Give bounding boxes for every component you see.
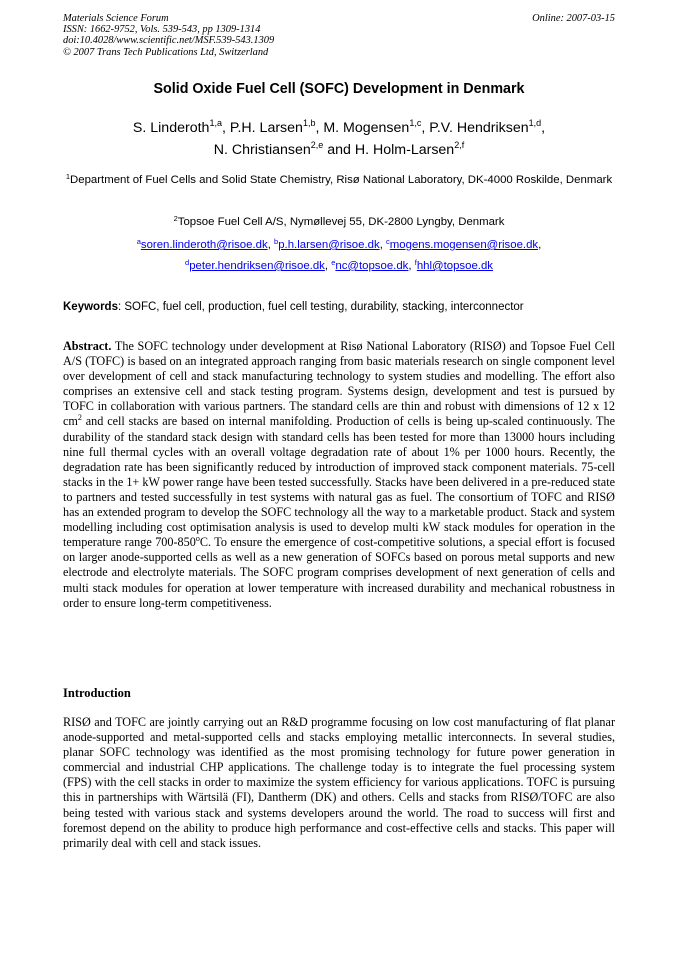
email-link[interactable]: soren.linderoth@risoe.dk [140, 239, 268, 251]
author-affil-mark: 1,a [209, 118, 222, 128]
abstract-label: Abstract. [63, 339, 112, 353]
journal-header [63, 13, 274, 58]
abstract-superscript: 2 [77, 413, 82, 423]
author-affil-mark: 1,d [528, 118, 542, 128]
email-mark: a [136, 237, 141, 246]
email-sep: , [408, 260, 415, 272]
email-mark: f [414, 258, 417, 267]
online-date: Online: 2007-03-15 [532, 13, 615, 24]
keywords-text: : SOFC, fuel cell, production, fuel cell testing, durability, stacking, interconnector [117, 301, 524, 313]
author-sep: , [221, 120, 230, 136]
email-sep: , [267, 239, 275, 251]
author-name: P.H. Larsen [229, 120, 303, 136]
affiliation-text: Topsoe Fuel Cell A/S, Nymøllevej 55, DK-2800 Lyngby, Denmark [177, 216, 505, 228]
section-heading-introduction: Introduction [63, 686, 131, 700]
email-mark: b [274, 237, 279, 246]
keywords-label: Keywords [63, 301, 118, 313]
affiliation-mark: 2 [173, 214, 178, 223]
email-mark: c [386, 237, 390, 246]
email-link[interactable]: hhl@topsoe.dk [416, 260, 493, 272]
abstract-text: C. To ensure the emergence of cost-competitive solutions, a special effort is focused on larger anode-supported cells as well as a new generation of SOFCs based on porous metal supports and new electrode and electrolyte materials. The SOFC program comprises development of next generation of cells and multi stack modules for operation at lower temperature with increased durability and mechanical robustness in order to ensure long-term competitiveness. [63, 535, 615, 610]
keywords [63, 300, 615, 314]
email-sep: , [324, 260, 332, 272]
email-link[interactable]: p.h.larsen@risoe.dk [278, 239, 380, 251]
abstract-superscript: o [195, 534, 200, 544]
email-link[interactable]: mogens.mogensen@risoe.dk [389, 239, 539, 251]
abstract-text: and cell stacks are based on internal manifolding. Production of cells is being up-scaled continuously. The durability of the standard stack design with standard cells has been tested for more than 13000 hours including nine full thermal cycles with an overall voltage degradation rate of about 1% per 1000 hours. Recently, the degradation rate has been significantly reduced by introduction of improved stack component materials. 75-cell stacks in the 1+ kW power range have been tested successfully. Stacks have been delivered in a pre-reduced state to partners and tested successfully in test systems with natural gas as fuel. The consortium of TOFC and RISØ has an extended program to develop the SOFC technology all the way to a marketable product. Stack and system modelling including cost optimisation analysis is used to develop multi kW stack modules for operation in the temperature range 700-850 [63, 414, 615, 550]
author-name: M. Mogensen [323, 120, 410, 136]
affiliation-1 [40, 170, 638, 191]
paper-title: Solid Oxide Fuel Cell (SOFC) Development in Denmark [153, 81, 525, 97]
author-affil-mark: 2,e [310, 140, 324, 150]
author-name: S. Linderoth [132, 120, 210, 136]
email-sep: , [379, 239, 387, 251]
abstract [63, 339, 615, 611]
author-list [40, 117, 638, 161]
affiliation-mark: 1 [65, 172, 71, 181]
email-link[interactable]: nc@topsoe.dk [335, 260, 409, 272]
affiliation-text: Department of Fuel Cells and Solid State Chemistry, Risø National Laboratory, DK-4000 Roskilde, Denmark [70, 174, 613, 186]
author-name: P.V. Hendriksen [429, 120, 529, 136]
email-link[interactable]: peter.hendriksen@risoe.dk [189, 260, 325, 272]
journal-doi: doi:10.4028/www.scientific.net/MSF.539-543.1309 [63, 35, 275, 47]
author-name: N. Christiansen [213, 142, 311, 158]
email-mark: d [185, 258, 190, 267]
journal-name: Materials Science Forum [63, 13, 169, 24]
author-affil-mark: 1,c [409, 118, 422, 128]
author-affil-mark: 1,b [302, 118, 316, 128]
abstract-text: The SOFC technology under development at Risø National Laboratory (RISØ) and Topsoe Fuel Cell A/S (TOFC) is based on an integrated approach ranging from basic materials research on single component level over development of cell and stack manufacturing technology to system studies and modelling. The effort also comprises an extensive cell and stack testing program. Systems design, development and test is pursued by TOFC in collaboration with various partners. The standard cells are thin and robust with dimensions of 12 x 12 cm [63, 339, 615, 429]
affiliation-2 [40, 212, 638, 233]
author-sep: , [421, 120, 430, 136]
author-sep: and [323, 142, 355, 158]
introduction-text: RISØ and TOFC are jointly carrying out an R&D programme focusing on low cost manufacturing of flat planar anode-supported and metal-supported cells and stacks employing metallic interconnects. In several studies, planar SOFC technology was identified as the most promising technology for future power generation in commercial and industrial CHP applications. The challenge today is to integrate the fuel processing system (FPS) with the cell stacks in order to maximize the system efficiency for various applications. TOFC is pursuing this in partnerships with Wärtsilä (FI), Dantherm (DK) and others. Cells and stacks from RISØ/TOFC are also being tested with various stack and systems developers around the world. The road to success will first and foremost depend on the ability to produce high performance and cost-effective cells and stacks. This paper will primarily deal with cell and stack issues. [63, 715, 615, 850]
email-sep: , [538, 239, 542, 251]
email-mark: e [331, 258, 336, 267]
email-list [40, 235, 638, 277]
journal-copyright: © 2007 Trans Tech Publications Ltd, Switzerland [63, 46, 269, 58]
author-name: H. Holm-Larsen [354, 142, 455, 158]
author-affil-mark: 2,f [454, 140, 465, 150]
author-sep: , [541, 120, 546, 136]
author-sep: , [315, 120, 324, 136]
journal-issn: ISSN: 1662-9752, Vols. 539-543, pp 1309-1314 [63, 24, 261, 36]
